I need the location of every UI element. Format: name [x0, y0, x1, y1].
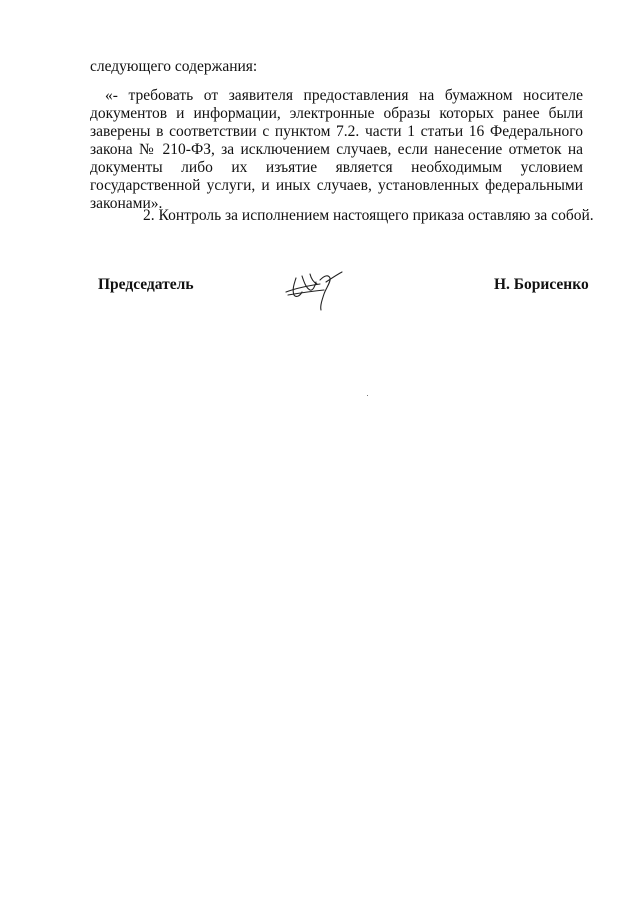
quote-line-3: заверены в соответствии с пунктом 7.2. части 1 статьи 16 Федерального [90, 123, 583, 140]
quote-line-1: «- требовать от заявителя предоставления на бумажном носителе [105, 87, 583, 104]
quote-line-2: документов и информации, электронные образы которых ранее были [90, 105, 583, 122]
control-line: 2. Контроль за исполнением настоящего приказа оставляю за собой. [143, 207, 594, 224]
intro-line: следующего содержания: [90, 58, 258, 75]
signer-name: Н. Борисенко [494, 276, 589, 293]
position-title: Председатель [98, 276, 194, 293]
quote-line-7: законами». [90, 195, 163, 212]
scan-speck [367, 395, 368, 396]
quote-line-6: государственной услуги, и иных случаев, установленных федеральными [90, 177, 583, 194]
quote-line-4: закона № 210-ФЗ, за исключением случаев, если нанесение отметок на [90, 141, 583, 158]
quote-line-5: документы либо их изъятие является необходимым условием [90, 159, 583, 176]
handwritten-signature [280, 262, 350, 312]
